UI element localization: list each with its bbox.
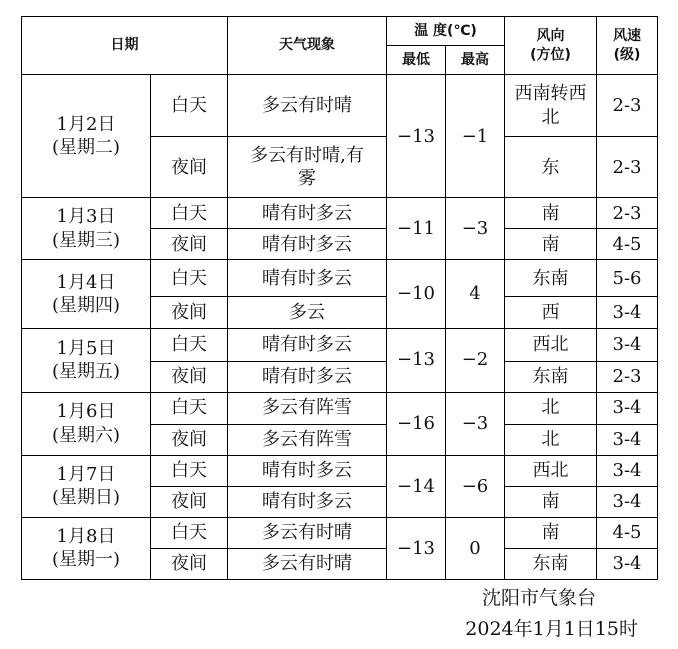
- wind-dir-day: 北: [505, 392, 597, 424]
- header-high: 最高: [446, 46, 505, 75]
- wind-speed-day: 5-6: [597, 260, 658, 297]
- weather-day: 多云有时晴: [228, 75, 387, 137]
- weekday-text: (星期三): [51, 229, 121, 251]
- wind-dir-day: 西北: [505, 455, 597, 486]
- forecast-table: [21, 16, 658, 580]
- header-date: 日期: [22, 17, 228, 75]
- weekday-text: (星期五): [51, 361, 121, 383]
- wind-speed-night: 4-5: [597, 229, 658, 260]
- table-row: [22, 328, 658, 361]
- wind-speed-day: 4-5: [597, 517, 658, 548]
- weather-night: 多云有阵雪: [228, 424, 387, 455]
- temp-low: −16: [387, 392, 446, 455]
- wind-speed-day: 3-4: [597, 455, 658, 486]
- period-label-night: 夜间: [151, 361, 228, 392]
- table-row: [22, 260, 658, 297]
- weekday-text: (星期四): [51, 294, 121, 316]
- weekday-text: (星期六): [51, 424, 121, 446]
- temp-high: 4: [446, 260, 505, 328]
- temp-low: −10: [387, 260, 446, 328]
- wind-dir-night: 东: [505, 137, 597, 198]
- header-low: 最低: [387, 46, 446, 75]
- weather-night: 多云有时晴,有雾: [228, 137, 387, 198]
- period-label-night: 夜间: [151, 424, 228, 455]
- temp-low: −13: [387, 328, 446, 392]
- wind-dir-night: 东南: [505, 548, 597, 579]
- period-label-day: 白天: [151, 198, 228, 229]
- wind-dir-night: 西: [505, 297, 597, 328]
- period-label-day: 白天: [151, 517, 228, 548]
- header-wind-speed-label: 风速: [613, 27, 641, 44]
- table-row: [22, 455, 658, 486]
- wind-dir-day: 南: [505, 198, 597, 229]
- wind-speed-night: 2-3: [597, 361, 658, 392]
- weather-night: 晴有时多云: [228, 361, 387, 392]
- temp-high: −1: [446, 75, 505, 198]
- date-cell: [22, 198, 151, 260]
- temp-high: 0: [446, 517, 505, 579]
- temp-low: −13: [387, 517, 446, 579]
- table-row: [22, 75, 658, 137]
- wind-speed-night: 2-3: [597, 137, 658, 198]
- weather-night: 晴有时多云: [228, 486, 387, 517]
- date-text: 1月7日: [56, 463, 116, 485]
- weather-night: 多云: [228, 297, 387, 328]
- temp-high: −2: [446, 328, 505, 392]
- date-cell: [22, 260, 151, 328]
- wind-speed-day: 3-4: [597, 328, 658, 361]
- period-label-day: 白天: [151, 75, 228, 137]
- weather-night: 多云有时晴: [228, 548, 387, 579]
- weather-day: 晴有时多云: [228, 455, 387, 486]
- header-row: [22, 17, 658, 46]
- date-text: 1月4日: [56, 271, 116, 293]
- header-wind-speed-unit: (级): [613, 46, 641, 63]
- temp-high: −6: [446, 455, 505, 517]
- date-cell: [22, 75, 151, 198]
- date-cell: [22, 392, 151, 455]
- temp-high: −3: [446, 198, 505, 260]
- wind-speed-night: 3-4: [597, 548, 658, 579]
- period-label-night: 夜间: [151, 137, 228, 198]
- wind-dir-day: 南: [505, 517, 597, 548]
- issuer: 沈阳市气象台: [481, 587, 596, 609]
- period-label-day: 白天: [151, 328, 228, 361]
- wind-dir-night: 北: [505, 424, 597, 455]
- period-label-day: 白天: [151, 455, 228, 486]
- weather-day: 多云有阵雪: [228, 392, 387, 424]
- period-label-night: 夜间: [151, 229, 228, 260]
- date-text: 1月8日: [56, 526, 116, 547]
- header-wind-direction: [505, 17, 597, 75]
- table-row: [22, 517, 658, 548]
- date-text: 1月5日: [56, 337, 116, 359]
- weekday-text: (星期一): [51, 549, 121, 571]
- wind-speed-day: 3-4: [597, 392, 658, 424]
- wind-dir-night: 南: [505, 486, 597, 517]
- issued-time: 2024年1月1日15时: [465, 618, 638, 640]
- weather-day: 多云有时晴: [228, 517, 387, 548]
- wind-speed-day: 2-3: [597, 198, 658, 229]
- weather-day: 晴有时多云: [228, 260, 387, 297]
- wind-dir-day: 东南: [505, 260, 597, 297]
- wind-speed-night: 3-4: [597, 486, 658, 517]
- wind-dir-night: 南: [505, 229, 597, 260]
- weekday-text: (星期二): [51, 137, 121, 159]
- header-temperature: 温 度(℃): [387, 17, 505, 46]
- table-row: [22, 198, 658, 229]
- period-label-day: 白天: [151, 260, 228, 297]
- wind-dir-day: 西南转西北: [505, 75, 597, 137]
- date-text: 1月6日: [56, 401, 116, 423]
- date-cell: [22, 328, 151, 392]
- date-cell: [22, 517, 151, 579]
- period-label-day: 白天: [151, 392, 228, 424]
- header-weather: 天气现象: [228, 17, 387, 75]
- wind-speed-night: 3-4: [597, 424, 658, 455]
- weather-day: 晴有时多云: [228, 198, 387, 229]
- header-wind-direction-unit: (方位): [530, 46, 571, 63]
- weather-night: 晴有时多云: [228, 229, 387, 260]
- wind-speed-day: 2-3: [597, 75, 658, 137]
- date-text: 1月2日: [56, 113, 116, 135]
- temp-high: −3: [446, 392, 505, 455]
- temp-low: −14: [387, 455, 446, 517]
- header-wind-speed: [597, 17, 658, 75]
- period-label-night: 夜间: [151, 297, 228, 328]
- period-label-night: 夜间: [151, 548, 228, 579]
- header-wind-direction-label: 风向: [536, 27, 565, 44]
- date-cell: [22, 455, 151, 517]
- wind-speed-night: 3-4: [597, 297, 658, 328]
- wind-dir-night: 东南: [505, 361, 597, 392]
- temp-low: −13: [387, 75, 446, 198]
- date-text: 1月3日: [56, 206, 116, 228]
- weekday-text: (星期日): [51, 487, 121, 509]
- period-label-night: 夜间: [151, 486, 228, 517]
- temp-low: −11: [387, 198, 446, 260]
- forecast-table-body: [22, 17, 658, 580]
- table-row: [22, 392, 658, 424]
- wind-dir-day: 西北: [505, 328, 597, 361]
- weather-day: 晴有时多云: [228, 328, 387, 361]
